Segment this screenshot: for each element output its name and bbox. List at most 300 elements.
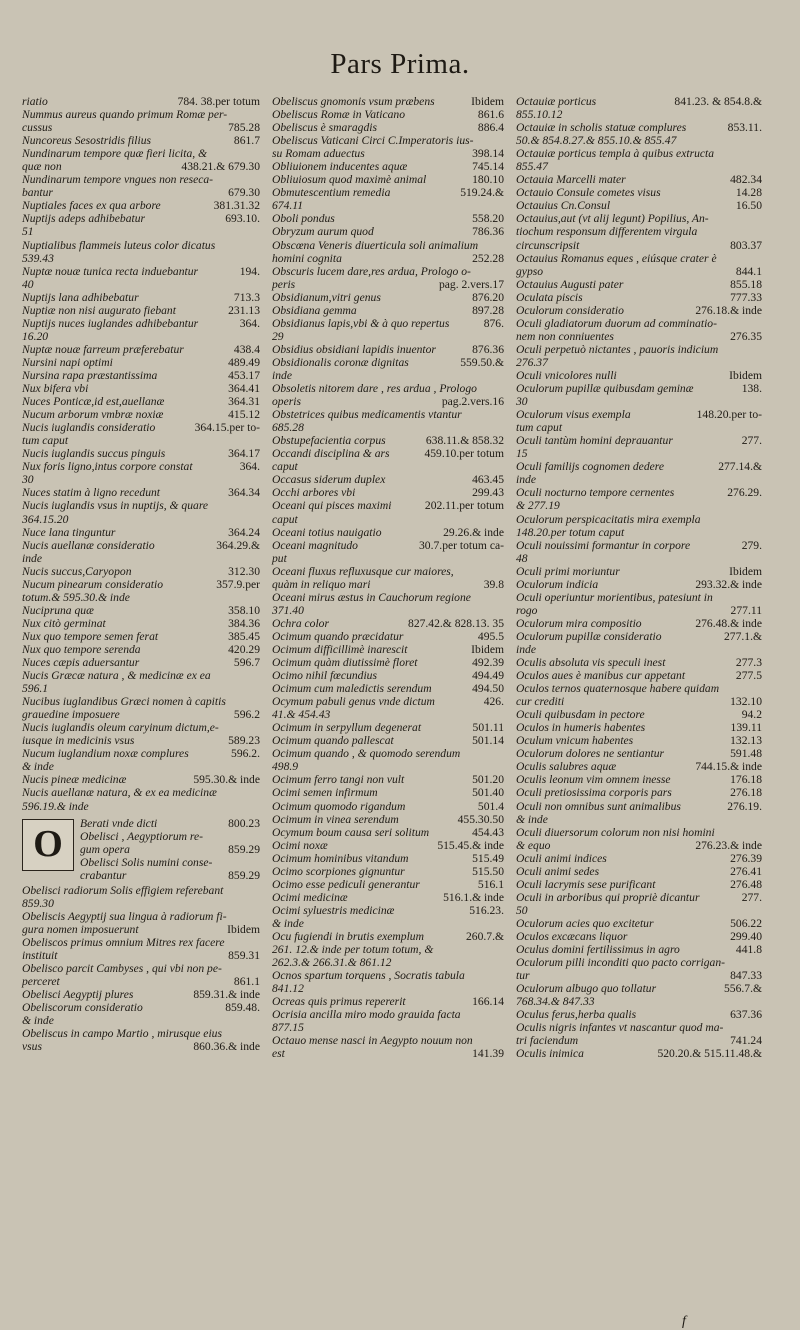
index-entry (272, 330, 504, 343)
letter-o-section (22, 817, 260, 882)
entry-term: Nursina rapa præstantissima (22, 368, 158, 382)
entry-term: Nuptiæ non nisi augurato fiebant (22, 303, 176, 317)
entry-term: est (272, 1047, 285, 1061)
index-entry (272, 891, 504, 904)
entry-term: Oculos in humeris habentes (516, 721, 646, 735)
index-entry (516, 395, 762, 408)
entry-reference: 381.31.32 (213, 199, 260, 213)
entry-term: Obeliscis Aegyptij sua lingua à radiorum fi- (22, 909, 227, 923)
entry-reference: 489.49 (228, 355, 260, 369)
index-entry (272, 995, 504, 1008)
entry-reference: 506.22 (730, 916, 762, 930)
entry-reference: 861.1 (233, 975, 260, 989)
entry-reference: 595.30.& inde (193, 773, 260, 787)
entry-reference: 166.14 (472, 995, 504, 1009)
entry-reference: 589.23 (228, 734, 260, 748)
index-entry (22, 988, 260, 1001)
entry-term: Octauia Marcelli mater (516, 173, 626, 187)
entry-term: Oculus ferus,herba qualis (516, 1008, 637, 1022)
entry-term: 877.15 (272, 1021, 304, 1035)
entry-term: Ocimum difficillimè inarescit (272, 642, 408, 656)
index-entry (272, 552, 504, 565)
entry-term: Nuptæ nouæ farreum præferebatur (22, 342, 184, 356)
entry-reference: 438.21.& 679.30 (181, 160, 260, 174)
entry-reference: 29.26.& inde (443, 525, 504, 539)
entry-term: circunscripsit (516, 238, 580, 252)
entry-term: 498.9 (272, 760, 299, 774)
entry-term: caput (272, 512, 298, 526)
index-entry (22, 317, 260, 330)
index-entry (272, 225, 504, 238)
entry-reference: 501.4 (477, 799, 504, 813)
index-entry (272, 578, 504, 591)
index-entry (516, 943, 762, 956)
index-entry (516, 421, 762, 434)
entry-term: Oculis salubres aquæ (516, 760, 617, 774)
entry-reference: 276.39 (730, 851, 762, 865)
entry-reference: 516.1.& inde (443, 890, 504, 904)
index-entry (22, 760, 260, 773)
entry-reference: 860.36.& inde (193, 1040, 260, 1054)
index-entry (22, 630, 260, 643)
index-entry (516, 134, 762, 147)
index-entry (22, 786, 260, 799)
entry-term: Obliuiosum quod maximè animal (272, 173, 427, 187)
index-entry (22, 1027, 260, 1040)
entry-term: 51 (22, 225, 34, 239)
entry-term: inde (516, 473, 536, 487)
entry-term: Oculorum visus exempla (516, 408, 631, 422)
index-entry (22, 708, 260, 721)
entry-term: Oculi non omnibus sunt animalibus (516, 799, 681, 813)
entry-term: Oculi primi moriuntur (516, 564, 620, 578)
entry-reference: 591.48 (730, 747, 762, 761)
entry-reference: 364. (239, 460, 260, 474)
entry-term: Ocymum pabuli genus vnde dictum (272, 695, 435, 709)
entry-term: Octauius Cn.Consul (516, 199, 611, 213)
entry-term: Nuptiales faces ex qua arbore (22, 199, 161, 213)
entry-term: 596.1 (22, 682, 49, 696)
entry-term: 50 (516, 903, 528, 917)
entry-reference: 364.24 (228, 525, 260, 539)
index-entry (22, 1014, 260, 1027)
index-entry (272, 499, 504, 512)
entry-term: Oculata piscis (516, 290, 583, 304)
index-entry (22, 252, 260, 265)
entry-reference: 415.12 (228, 408, 260, 422)
entry-reference: 141.39 (472, 1047, 504, 1061)
index-entry (22, 291, 260, 304)
index-entry (516, 317, 762, 330)
entry-reference: 713.3 (233, 290, 260, 304)
index-entry (22, 604, 260, 617)
index-entry (516, 499, 762, 512)
entry-term: Obelisci Solis numini conse- (80, 855, 213, 869)
entry-term: Oceani magnitudo (272, 538, 358, 552)
entry-reference: 276.23.& inde (695, 838, 762, 852)
entry-term: grauedine imposuere (22, 708, 120, 722)
index-entry (272, 852, 504, 865)
entry-reference: 384.36 (228, 616, 260, 630)
index-entry (516, 539, 762, 552)
entry-term: Ocimum quando pallescat (272, 734, 394, 748)
index-entry (272, 591, 504, 604)
entry-term: inde (516, 642, 536, 656)
entry-term: Oculos aues è manibus cur appetant (516, 669, 686, 683)
entry-reference: 785.28 (228, 121, 260, 135)
entry-term: 16.20 (22, 329, 49, 343)
entry-reference: 596.2 (233, 708, 260, 722)
entry-term: Nucum iuglandium noxæ complures (22, 747, 189, 761)
entry-term: Nuce lana tinguntur (22, 525, 116, 539)
index-entry (272, 395, 504, 408)
entry-reference: 501.11 (472, 721, 504, 735)
entry-reference: 420.29 (228, 642, 260, 656)
index-entry (516, 969, 762, 982)
entry-reference: 454.43 (472, 825, 504, 839)
entry-term: Oculi quibusdam in pectore (516, 708, 645, 722)
entry-reference: Ibidem (729, 368, 762, 382)
index-entry (80, 843, 260, 856)
index-entry (22, 565, 260, 578)
entry-reference: 463.45 (472, 473, 504, 487)
index-entry (272, 1034, 504, 1047)
index-entry (516, 865, 762, 878)
entry-term: inde (22, 551, 42, 565)
entry-reference: 132.10 (730, 695, 762, 709)
entry-term: gum opera (80, 842, 130, 856)
entry-term: Obstetrices quibus medicamentis vtantur (272, 408, 462, 422)
entry-term: 29 (272, 329, 284, 343)
entry-term: Obsidianum,vitri genus (272, 290, 381, 304)
entry-reference: 800.23 (228, 816, 260, 830)
entry-reference: 455.30.50 (457, 812, 504, 826)
entry-term: Obelisci , Aegyptiorum re- (80, 829, 203, 843)
entry-term: Nuptæ nouæ tunica recta induebantur (22, 264, 199, 278)
entry-reference: 438.4 (233, 342, 260, 356)
entry-reference: 501.14 (472, 734, 504, 748)
index-entry (516, 826, 762, 839)
index-entry (516, 382, 762, 395)
index-entry (272, 643, 504, 656)
entry-reference: 260.7.& (465, 930, 504, 943)
entry-reference: 515.50 (472, 864, 504, 878)
entry-reference: 482.34 (730, 173, 762, 187)
index-entry (272, 173, 504, 186)
entry-term: Nursini napi optimi (22, 355, 113, 369)
index-entry (516, 330, 762, 343)
index-entry (272, 108, 504, 121)
entry-term: Nucis Græcæ natura , & medicinæ ex ea (22, 669, 211, 683)
entry-term: Ocimo esse pediculi generantur (272, 877, 420, 891)
entry-term: tur (516, 969, 530, 983)
entry-reference: 398.14 (472, 147, 504, 161)
index-entry (516, 734, 762, 747)
entry-reference: 276.48 (730, 877, 762, 891)
index-entry (516, 343, 762, 356)
index-entry (272, 656, 504, 669)
entry-term: crabantur (80, 868, 127, 882)
entry-term: Oculorum pupillæ quibusdam geminæ (516, 382, 694, 396)
entry-term: Ocimum quando , & quomodo serendum (272, 747, 461, 761)
index-entry (272, 617, 504, 630)
entry-term: nem non conniuentes (516, 329, 614, 343)
index-entry (272, 826, 504, 839)
index-entry (272, 121, 504, 134)
index-entry (272, 473, 504, 486)
entry-term: Obscuris lucem dare,res ardua, Prologo o- (272, 264, 471, 278)
index-entry (272, 773, 504, 786)
entry-term: operis (272, 395, 301, 409)
entry-term: Nundinarum tempore vngues non reseca- (22, 173, 214, 187)
entry-term: 855.47 (516, 160, 548, 174)
entry-term: Oculorum consideratio (516, 303, 624, 317)
entry-reference: 784. 38.per totum (177, 95, 260, 108)
index-entry (516, 408, 762, 421)
index-entry (516, 369, 762, 382)
index-entry (22, 682, 260, 695)
index-entry (516, 982, 762, 995)
index-entry (272, 747, 504, 760)
entry-reference: 494.50 (472, 682, 504, 696)
index-entry (272, 369, 504, 382)
index-entry (22, 1040, 260, 1053)
entry-reference: 276.41 (730, 864, 762, 878)
index-entry (272, 813, 504, 826)
entry-term: Obelisci radiorum Solis effigiem referebant (22, 883, 224, 897)
entry-term: Ocimum quàm diutissimè floret (272, 656, 418, 670)
index-entry (516, 252, 762, 265)
entry-term: gypso (516, 264, 544, 278)
index-entry (22, 591, 260, 604)
entry-term: Obsidionalis coronæ dignitas (272, 355, 409, 369)
entry-reference: 176.18 (730, 773, 762, 787)
index-entry (272, 669, 504, 682)
entry-term: 841.12 (272, 982, 304, 996)
index-entry (22, 343, 260, 356)
entry-reference: 876.36 (472, 342, 504, 356)
entry-term: peris (272, 277, 296, 291)
entry-term: Oculi operiuntur morientibus, patesiunt in (516, 590, 713, 604)
entry-term: Oculis absoluta vis speculi inest (516, 656, 666, 670)
entry-term: Oceani qui pisces maximi (272, 499, 392, 513)
entry-term: 40 (22, 277, 34, 291)
entry-reference: 426. (483, 695, 504, 709)
index-entry (272, 382, 504, 395)
entry-reference: 777.33 (730, 290, 762, 304)
entry-term: Oculi animi indices (516, 851, 607, 865)
index-entry (516, 669, 762, 682)
index-entry (272, 800, 504, 813)
index-entry (516, 800, 762, 813)
entry-term: Obmutescentium remedia (272, 186, 391, 200)
index-entry (516, 552, 762, 565)
index-entry (22, 186, 260, 199)
entry-term: Ocu fugiendi in brutis exemplum (272, 930, 424, 943)
entry-reference: 741.24 (730, 1034, 762, 1048)
entry-reference: 364. (239, 316, 260, 330)
entry-term: 261. 12.& inde per totum totum, & (272, 943, 434, 957)
index-entry (22, 643, 260, 656)
index-column-3 (516, 95, 762, 1060)
entry-reference: 520.20.& 515.11.48.& (657, 1047, 762, 1061)
index-entry (516, 760, 762, 773)
index-entry (516, 995, 762, 1008)
index-entry (516, 956, 762, 969)
index-entry (272, 278, 504, 291)
index-entry (272, 434, 504, 447)
entry-term: Nuces Ponticæ,id est,auellanæ (22, 395, 165, 409)
entry-term: Oculi lacrymis sese purificant (516, 877, 656, 891)
entry-term: Oculi gladiatorum duorum ad comminatio- (516, 316, 717, 330)
entry-reference: 277. (741, 434, 762, 448)
entry-term: Obeliscos primus omnium Mitres rex facere (22, 936, 225, 949)
entry-term: Oculi familijs cognomen dedere (516, 460, 665, 474)
entry-reference: 357.9.per (216, 577, 260, 591)
entry-reference: 441.8 (735, 943, 762, 957)
entry-term: vsus (22, 1040, 42, 1054)
index-entry (516, 604, 762, 617)
entry-reference: 744.15.& inde (695, 760, 762, 774)
index-entry (22, 434, 260, 447)
entry-term: Ocimum hominibus vitandum (272, 851, 409, 865)
entry-term: Ocimo scorpiones gignuntur (272, 864, 405, 878)
entry-reference: 876.20 (472, 290, 504, 304)
entry-term: 768.34.& 847.33 (516, 995, 595, 1009)
entry-term: Oceani fluxus refluxusque cur maiores, (272, 564, 454, 578)
index-entry (516, 891, 762, 904)
index-entry (272, 317, 504, 330)
index-entry (22, 330, 260, 343)
entry-reference: pag.2.vers.16 (441, 395, 504, 409)
index-entry (272, 147, 504, 160)
entry-term: 859.30 (22, 896, 54, 910)
index-entry (22, 160, 260, 173)
entry-term: Oculorum mira compositio (516, 616, 642, 630)
entry-reference: 138. (741, 382, 762, 396)
index-entry (272, 786, 504, 799)
entry-reference: pag. 2.vers.17 (438, 277, 504, 291)
index-entry (22, 382, 260, 395)
entry-term: 262.3.& 266.31.& 861.12 (272, 956, 392, 970)
index-entry (272, 721, 504, 734)
index-entry (272, 486, 504, 499)
entry-term: Nuncoreus Sesostridis filius (22, 134, 152, 148)
index-entry (272, 734, 504, 747)
index-entry (80, 830, 260, 843)
index-entry (516, 721, 762, 734)
entry-term: Obsidiana gemma (272, 303, 357, 317)
entry-reference: 847.33 (730, 969, 762, 983)
entry-term: Obsidius obsidiani lapidis inuentor (272, 342, 436, 356)
entry-term: cussus (22, 121, 53, 135)
entry-term: rogo (516, 603, 538, 617)
index-entry (516, 708, 762, 721)
entry-reference: 132.13 (730, 734, 762, 748)
entry-term: Obeliscus è smaragdis (272, 121, 377, 135)
entry-reference: 853.11. (727, 121, 762, 135)
index-entry (516, 786, 762, 799)
index-entry (516, 813, 762, 826)
entry-term: Oculorum indicia (516, 577, 599, 591)
entry-term: Oculorum dolores ne sentiantur (516, 747, 665, 761)
entry-term: Obeliscus in campo Martio , mirusque eius (22, 1027, 222, 1041)
index-entry (272, 630, 504, 643)
entry-reference: 827.42.& 828.13. 35 (408, 616, 504, 630)
index-entry (22, 486, 260, 499)
entry-reference: 515.45.& inde (437, 838, 504, 852)
entry-term: & equo (516, 838, 551, 852)
entry-term: Oculorum pilli inconditi quo pacto corrigan- (516, 956, 725, 970)
entry-term: Octauiæ porticus templa à quibus extructa (516, 147, 715, 161)
entry-term: Obsoletis nitorem dare , res ardua , Prologo (272, 382, 477, 396)
entry-term: Nucum arborum vmbræ noxiæ (22, 408, 164, 422)
index-entry (516, 578, 762, 591)
entry-term: Nucis auellanæ consideratio (22, 538, 155, 552)
entry-term: Ocimi syluestris medicinæ (272, 903, 395, 917)
entry-term: inde (272, 368, 292, 382)
entry-reference: 231.13 (228, 303, 260, 317)
section-entries (80, 817, 260, 882)
index-entry (22, 526, 260, 539)
index-entry (516, 513, 762, 526)
entry-term: Oculorum albugo quo tollatur (516, 982, 657, 996)
entry-term: Ocimo nihil fœcundius (272, 669, 377, 683)
entry-term: Ocimum in serpyllum degenerat (272, 721, 422, 735)
entry-reference: 459.10.per totum (424, 447, 504, 461)
entry-term: Obeliscus gnomonis vsum præbens (272, 95, 435, 108)
entry-term: 41.& 454.43 (272, 708, 331, 722)
entry-reference: 516.1 (477, 877, 504, 891)
entry-term: riatio (22, 95, 48, 108)
entry-term: Octauius Augusti pater (516, 277, 624, 291)
entry-term: Oculis nigris infantes vt nascantur quod ma- (516, 1021, 724, 1035)
entry-term: Octauiæ porticus (516, 95, 597, 108)
index-entry (272, 513, 504, 526)
entry-reference: 364.31 (228, 395, 260, 409)
index-entry (22, 108, 260, 121)
index-entry (22, 447, 260, 460)
entry-term: put (272, 551, 287, 565)
index-entry (516, 199, 762, 212)
index-entry (22, 460, 260, 473)
entry-reference: 202.11.per totum (424, 499, 504, 513)
index-entry (272, 265, 504, 278)
index-entry (516, 1047, 762, 1060)
entry-reference: 559.50.& (460, 355, 504, 369)
index-entry (22, 721, 260, 734)
entry-reference: 16.50 (735, 199, 762, 213)
index-entry (272, 708, 504, 721)
entry-reference: 638.11.& 858.32 (425, 434, 504, 448)
entry-term: Ocimum in vinea serendum (272, 812, 399, 826)
index-entry (272, 447, 504, 460)
entry-term: Ocimum quando præcidatur (272, 629, 404, 643)
index-entry (272, 343, 504, 356)
entry-term: 674.11 (272, 199, 304, 213)
index-entry (22, 356, 260, 369)
entry-term: Oculi pretiosissima corporis pars (516, 786, 672, 800)
entry-term: Obsidianus lapis,vbi & à quo repertus (272, 316, 450, 330)
index-entry (22, 1001, 260, 1014)
entry-term: Oculum vnicum habentes (516, 734, 634, 748)
index-entry (516, 656, 762, 669)
index-entry (272, 408, 504, 421)
index-entry (516, 147, 762, 160)
index-entry (272, 904, 504, 917)
entry-reference: 897.28 (472, 303, 504, 317)
entry-term: Oceani totius nauigatio (272, 525, 382, 539)
